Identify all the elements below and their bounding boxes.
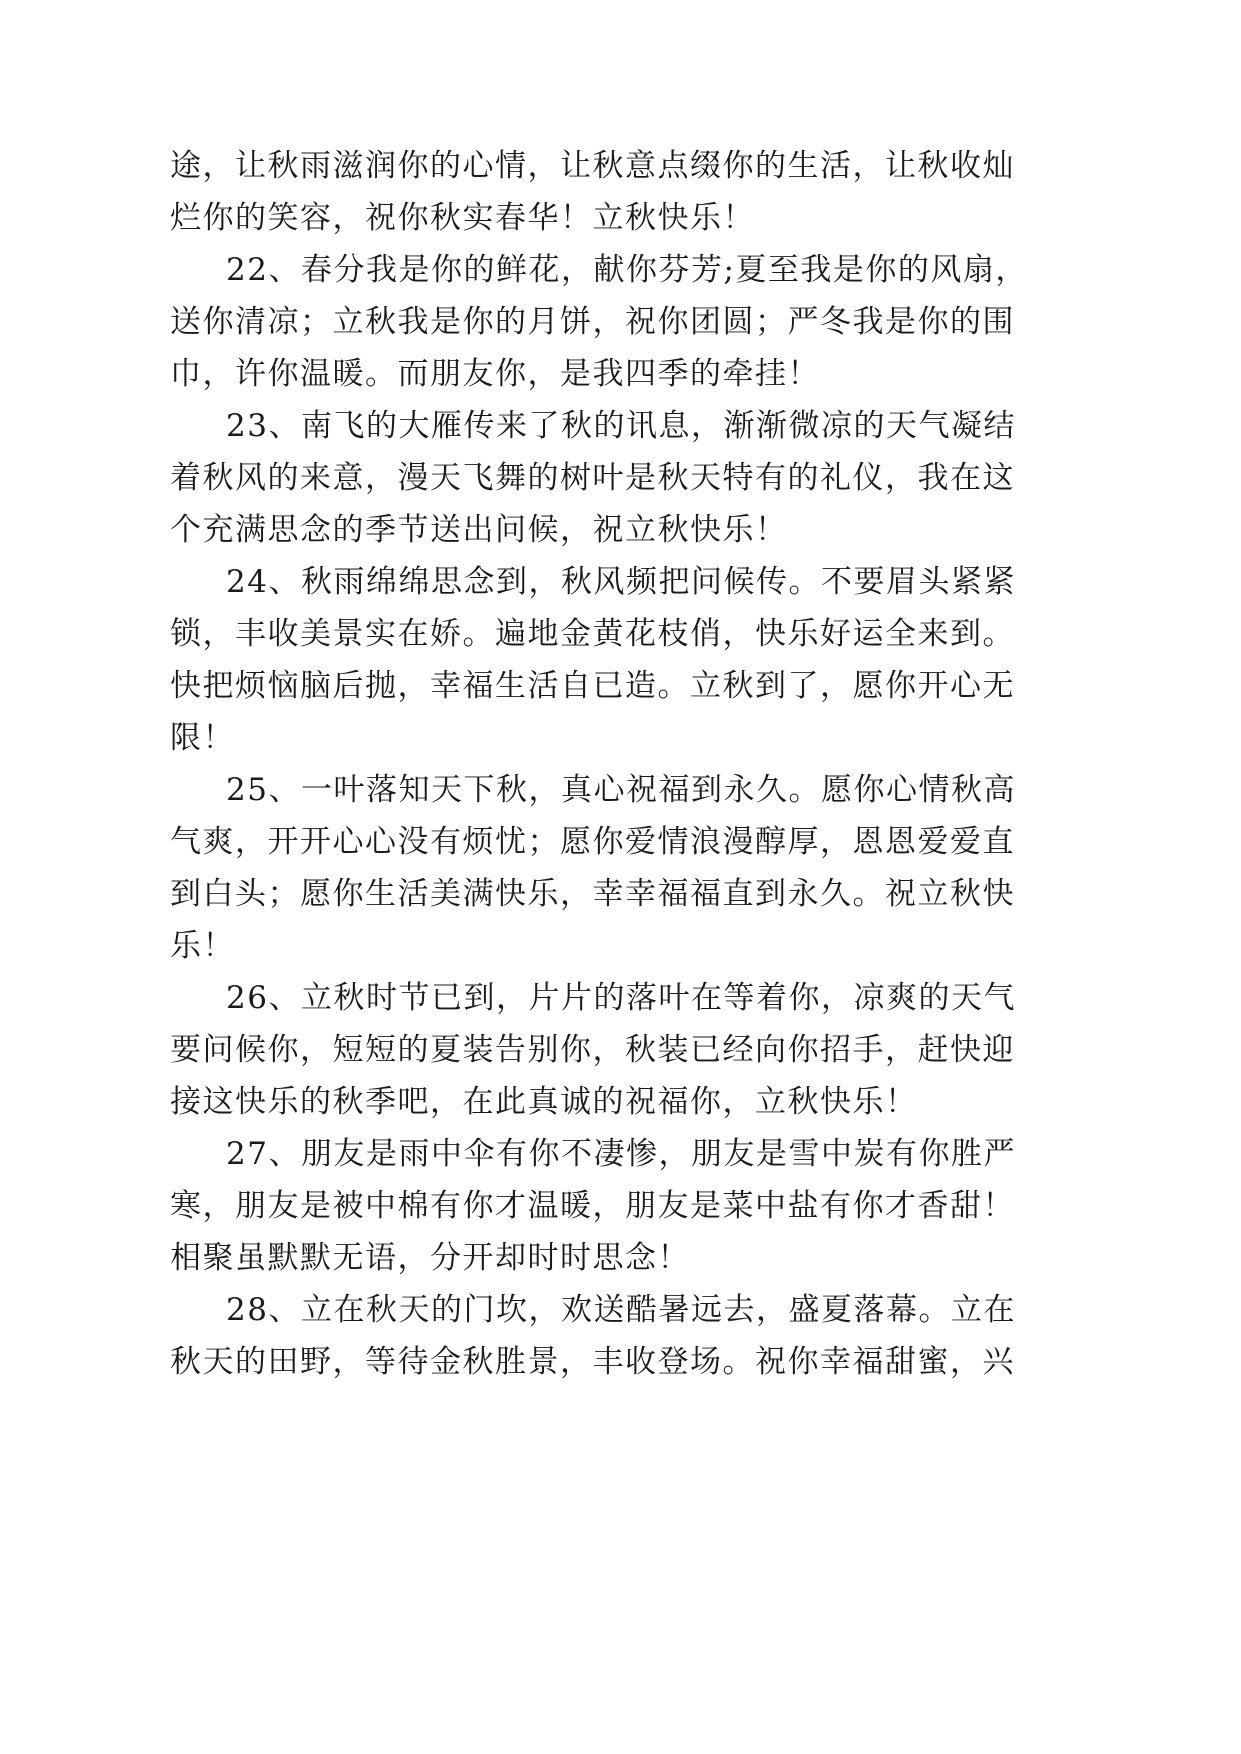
text-line: 到白头；愿你生活美满快乐，幸幸福福直到永久。祝立秋快 [170, 876, 1015, 912]
paragraph-start-22: 22、春分我是你的鲜花，献你芬芳;夏至我是你的风扇， [226, 252, 1028, 288]
text-line: 送你清凉；立秋我是你的月饼，祝你团圆；严冬我是你的围 [170, 304, 1015, 340]
text-line: 巾，许你温暖。而朋友你，是我四季的牵挂！ [170, 356, 820, 392]
paragraph-start-27: 27、朋友是雨中伞有你不凄惨，朋友是雪中炭有你胜严 [226, 1136, 1016, 1172]
text-line: 着秋风的来意，漫天飞舞的树叶是秋天特有的礼仪，我在这 [170, 460, 1015, 496]
paragraph-start-26: 26、立秋时节已到，片片的落叶在等着你，凉爽的天气 [226, 980, 1016, 1016]
paragraph-start-24: 24、秋雨绵绵思念到，秋风频把问候传。不要眉头紧紧 [226, 564, 1016, 600]
paragraph-start-23: 23、南飞的大雁传来了秋的讯息，渐渐微凉的天气凝结 [226, 408, 1016, 444]
text-line: 寒，朋友是被中棉有你才温暖，朋友是菜中盐有你才香甜！ [170, 1188, 1015, 1224]
text-line: 乐！ [170, 928, 235, 964]
text-line: 气爽，开开心心没有烦忧；愿你爱情浪漫醇厚，恩恩爱爱直 [170, 824, 1015, 860]
paragraph-start-25: 25、一叶落知天下秋，真心祝福到永久。愿你心情秋高 [226, 772, 1016, 808]
text-line: 秋天的田野，等待金秋胜景，丰收登场。祝你幸福甜蜜，兴 [170, 1344, 1015, 1380]
text-line: 接这快乐的秋季吧，在此真诚的祝福你，立秋快乐！ [170, 1084, 918, 1120]
text-line: 限！ [170, 720, 235, 756]
paragraph-start-28: 28、立在秋天的门坎，欢送酷暑远去，盛夏落幕。立在 [226, 1292, 1016, 1328]
text-line: 烂你的笑容，祝你秋实春华！立秋快乐！ [170, 200, 755, 236]
text-line: 锁，丰收美景实在娇。遍地金黄花枝俏，快乐好运全来到。 [170, 616, 1015, 652]
text-line: 要问候你，短短的夏装告别你，秋装已经向你招手，赶快迎 [170, 1032, 1015, 1068]
text-line: 相聚虽默默无语，分开却时时思念！ [170, 1240, 690, 1276]
text-line: 快把烦恼脑后抛，幸福生活自已造。立秋到了，愿你开心无 [170, 668, 1015, 704]
text-line: 途，让秋雨滋润你的心情，让秋意点缀你的生活，让秋收灿 [170, 148, 1015, 184]
text-line: 个充满思念的季节送出问候，祝立秋快乐！ [170, 512, 788, 548]
